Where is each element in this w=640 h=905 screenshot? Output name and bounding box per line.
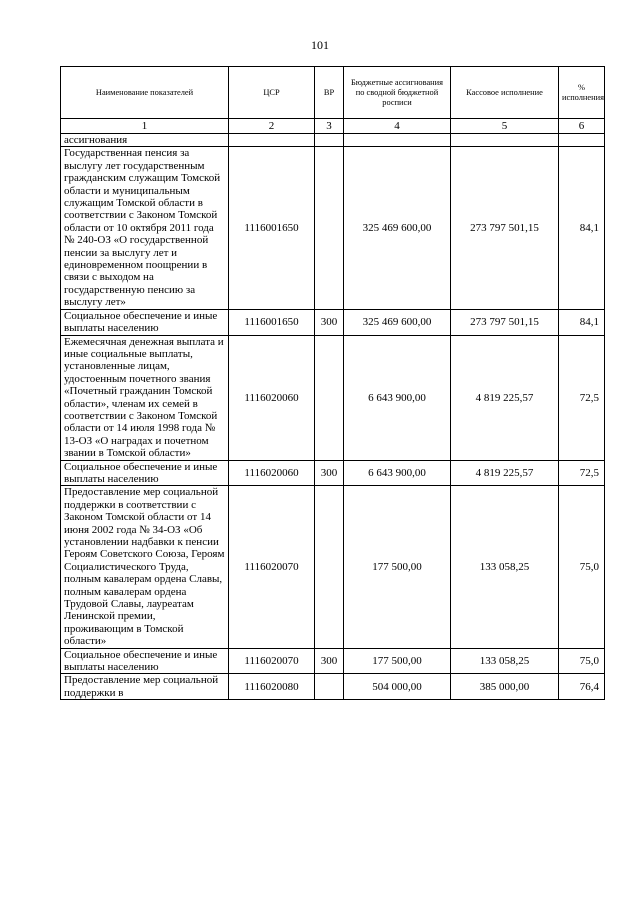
row-cash: 133 058,25 — [451, 486, 559, 648]
row-name: Социальное обеспечение и иные выплаты населению — [61, 309, 229, 335]
row-budget: 325 469 600,00 — [344, 309, 451, 335]
row-csr: 1116001650 — [229, 147, 315, 309]
table-row — [61, 674, 605, 700]
row-name: Государственная пенсия за выслугу лет государственным гражданским служащим Томской области и муниципальным служащим Томской области в соответствии с Законом Томской области от 10 октября 2011 года № 240-ОЗ «О государственной пенсии за выслугу лет и единовременном поощрении в связи с выходом на государственную пенсию за выслугу лет» — [61, 147, 229, 309]
row-percent: 75,0 — [559, 648, 605, 674]
table-row — [61, 486, 605, 648]
row-vr: 300 — [315, 648, 344, 674]
row-percent: 84,1 — [559, 147, 605, 309]
header-name: Наименование показателей — [61, 67, 229, 119]
row-csr — [229, 134, 315, 147]
row-cash: 273 797 501,15 — [451, 147, 559, 309]
row-vr — [315, 674, 344, 700]
row-csr: 1116001650 — [229, 309, 315, 335]
row-vr: 300 — [315, 309, 344, 335]
row-cash: 385 000,00 — [451, 674, 559, 700]
row-budget: 6 643 900,00 — [344, 335, 451, 460]
row-cash: 273 797 501,15 — [451, 309, 559, 335]
row-budget: 177 500,00 — [344, 648, 451, 674]
column-number-row — [61, 119, 605, 134]
row-vr — [315, 134, 344, 147]
row-percent: 72,5 — [559, 460, 605, 486]
column-number: 3 — [315, 119, 344, 134]
column-number: 6 — [559, 119, 605, 134]
column-number: 1 — [61, 119, 229, 134]
header-vr: ВР — [315, 67, 344, 119]
row-percent: 84,1 — [559, 309, 605, 335]
row-name: Социальное обеспечение и иные выплаты населению — [61, 460, 229, 486]
row-budget: 325 469 600,00 — [344, 147, 451, 309]
table-row — [61, 335, 605, 460]
row-budget: 504 000,00 — [344, 674, 451, 700]
row-cash: 4 819 225,57 — [451, 335, 559, 460]
row-budget — [344, 134, 451, 147]
row-csr: 1116020060 — [229, 460, 315, 486]
row-vr — [315, 486, 344, 648]
column-number: 4 — [344, 119, 451, 134]
row-percent: 76,4 — [559, 674, 605, 700]
table-row — [61, 309, 605, 335]
header-budget: Бюджетные ассигнования по сводной бюджетной росписи — [344, 67, 451, 119]
header-percent: % исполнения — [559, 67, 605, 119]
column-number: 2 — [229, 119, 315, 134]
table-row — [61, 460, 605, 486]
table-row — [61, 648, 605, 674]
row-name: Предоставление мер социальной поддержки в — [61, 674, 229, 700]
table-header-row — [61, 67, 605, 119]
row-name: ассигнования — [61, 134, 229, 147]
row-csr: 1116020070 — [229, 486, 315, 648]
row-percent: 75,0 — [559, 486, 605, 648]
row-budget: 177 500,00 — [344, 486, 451, 648]
row-csr: 1116020070 — [229, 648, 315, 674]
row-budget: 6 643 900,00 — [344, 460, 451, 486]
header-csr: ЦСР — [229, 67, 315, 119]
budget-execution-table — [60, 66, 605, 700]
row-vr: 300 — [315, 460, 344, 486]
row-cash: 4 819 225,57 — [451, 460, 559, 486]
row-vr — [315, 147, 344, 309]
row-cash — [451, 134, 559, 147]
row-csr: 1116020080 — [229, 674, 315, 700]
column-number: 5 — [451, 119, 559, 134]
table-row — [61, 134, 605, 147]
row-csr: 1116020060 — [229, 335, 315, 460]
header-cash: Кассовое исполнение — [451, 67, 559, 119]
page-number: 101 — [311, 38, 329, 52]
row-name: Предоставление мер социальной поддержки в соответствии с Законом Томской области от 14 июня 2002 года № 34-ОЗ «Об установлении надбавки к пенсии Героям Советского Союза, Героям Социалистического Труда, полным кавалерам ордена Славы, полным кавалерам ордена Трудовой Славы, лауреатам Ленинской премии, проживающим в Томской области» — [61, 486, 229, 648]
row-vr — [315, 335, 344, 460]
row-cash: 133 058,25 — [451, 648, 559, 674]
row-percent: 72,5 — [559, 335, 605, 460]
row-name: Ежемесячная денежная выплата и иные социальные выплаты, установленные лицам, удостоенным почетного звания «Почетный гражданин Томской области», членам их семей в соответствии с Законом Томской области от 14 июля 1998 года № 13-ОЗ «О наградах и почетном звании в Томской области» — [61, 335, 229, 460]
row-name: Социальное обеспечение и иные выплаты населению — [61, 648, 229, 674]
table-row — [61, 147, 605, 309]
row-percent — [559, 134, 605, 147]
